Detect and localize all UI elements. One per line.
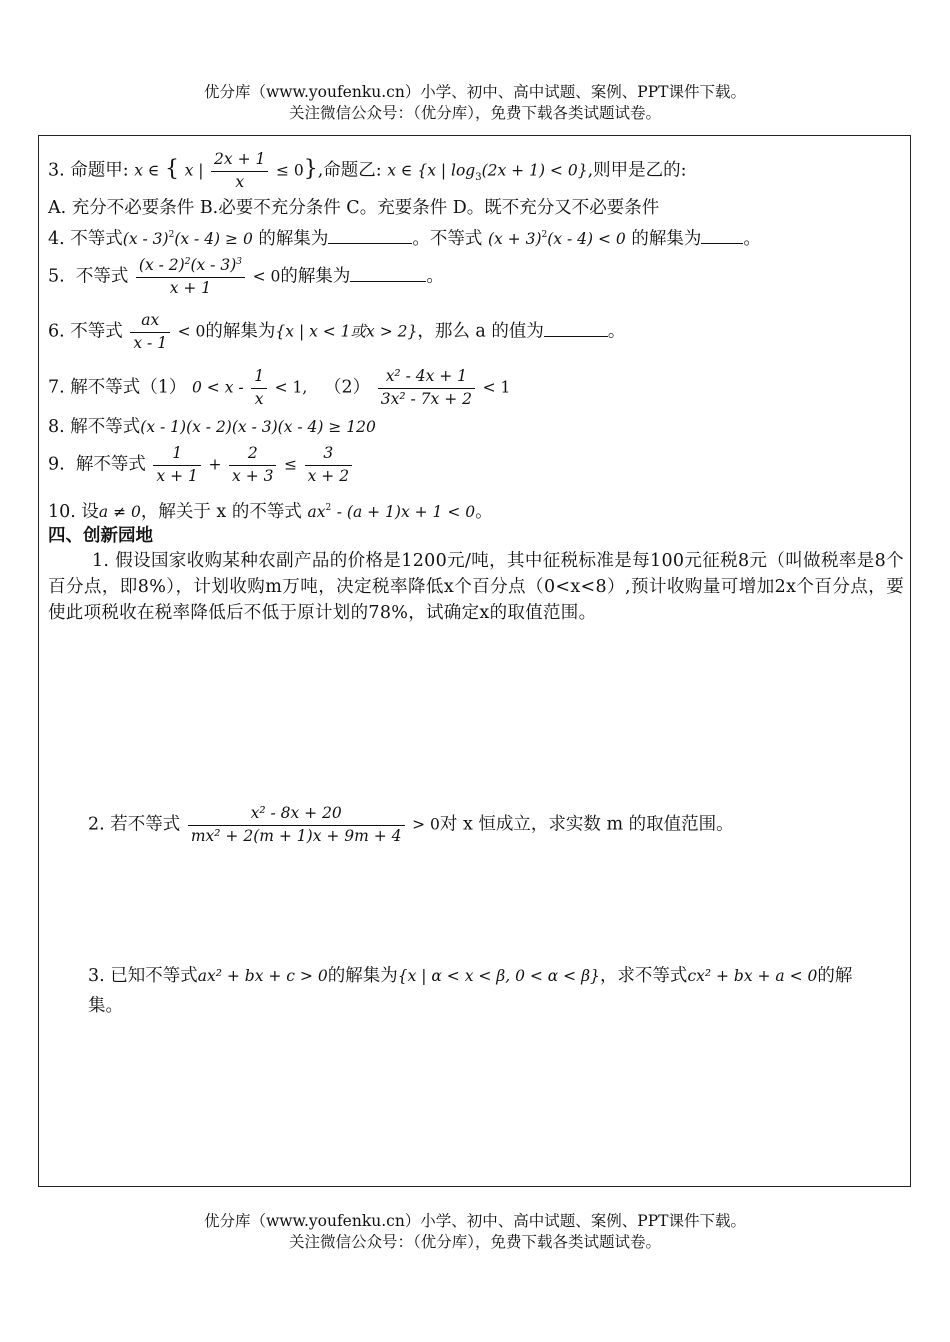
q5-fraction: $\frac{(x - 2)^2(x - 3)^3}{x + 1}$ bbox=[136, 258, 245, 296]
question-5: 5. 不等式 $\frac{(x - 2)^2(x - 3)^3}{x + 1}$ < 0的解集为 。 bbox=[48, 256, 444, 297]
q7-fraction-1: $\frac{1}{x}$ bbox=[251, 369, 267, 407]
q3-fraction: $\frac{2x + 1}{x}$ bbox=[211, 152, 268, 190]
header-line-2: 关注微信公众号：（优分库），免费下载各类试题试卷。 bbox=[288, 104, 661, 122]
footer-line-2: 关注微信公众号：（优分库），免费下载各类试题试卷。 bbox=[288, 1233, 661, 1251]
page-footer bbox=[0, 1211, 950, 1253]
question-3 bbox=[48, 152, 687, 190]
question-9: 9. 解不等式 $\frac{1}{x + 1}$ + $\frac{2}{x + 3}$ ≤ $\frac{3}{x + 2}$ bbox=[48, 446, 354, 484]
footer-line-1: 优分库（www.youfenku.cn）小学、初中、高中试题、案例、PPT课件下载。 bbox=[203, 1212, 747, 1230]
q3-log-base: 3 bbox=[475, 172, 482, 183]
q9-fraction-3: $\frac{3}{x + 2}$ bbox=[305, 446, 352, 484]
section-4-problem-3: 3. 已知不等式ax² + bx + c > 0的解集为{x | α < x < β, 0 < α < β}，求不等式cx² + bx + a < 0的解 bbox=[88, 966, 853, 986]
q9-fraction-2: $\frac{2}{x + 3}$ bbox=[229, 446, 276, 484]
question-6: 6. 不等式 $\frac{ax}{x - 1}$ < 0的解集为{x | x < 1或x > 2}，那么 a 的值为 。 bbox=[48, 311, 626, 352]
q5-answer-blank[interactable] bbox=[350, 265, 426, 282]
q4-answer-blank-1[interactable] bbox=[328, 227, 412, 244]
question-10: 10. 设a ≠ 0，解关于 x 的不等式 $ax^2 - (a + 1)x + 1 < 0$。 bbox=[48, 501, 493, 522]
section-4-problem-2: 2. 若不等式 $\frac{\text{x² - 8x + 20}}{\text{mx² + 2(m + 1)x + 9m + 4}}$ > 0对 x 恒成立，求实数 m 的取值范围。 bbox=[88, 804, 734, 845]
section-4-problem-1: 1. 假设国家收购某种农副产品的价格是1200元/吨，其中征税标准是每100元征税8元（叫做税率是8个百分点，即8%），计划收购m万吨，决定税率降低x个百分点（0<x<8）,预计收购量可增加2x个百分点，要使此项税收在税率降低后不低于原计划的78%，试确定x的取值范围。 bbox=[48, 551, 904, 623]
section-4-title: 四、创新园地 bbox=[48, 525, 153, 545]
q7-fraction-2: $\frac{\text{x² - 4x + 1}}{\text{3x² - 7x + 2}}$ bbox=[378, 369, 475, 407]
q6-answer-blank[interactable] bbox=[544, 320, 608, 337]
p2-fraction: $\frac{\text{x² - 8x + 20}}{\text{mx² + 2(m + 1)x + 9m + 4}}$ bbox=[188, 806, 405, 844]
q4-answer-blank-2[interactable] bbox=[701, 227, 743, 244]
q9-fraction-1: $\frac{1}{x + 1}$ bbox=[153, 446, 200, 484]
question-7: 7. 解不等式（1） 0 < x - $\frac{1}{x}$ < 1, （2） $\frac{\text{x² - 4x + 1}}{\text{3x² - 7x + 2}}$ < 1 bbox=[48, 367, 511, 408]
q3-options: A. 充分不必要条件 B.必要不充分条件 C。充要条件 D。既不充分又不必要条件 bbox=[48, 198, 660, 218]
q6-fraction: $\frac{ax}{x - 1}$ bbox=[130, 313, 170, 351]
page-header bbox=[0, 82, 950, 124]
question-4: 4. 不等式(x - 3)$^2$(x - 4) ≥ 0 的解集为 。不等式 $(x + 3)^2(x - 4) < 0$ 的解集为 。 bbox=[48, 228, 761, 249]
q3-tail: ,则甲是乙的: bbox=[587, 160, 687, 181]
q3-brace-right: } bbox=[303, 156, 318, 182]
question-8: 8. 解不等式(x - 1)(x - 2)(x - 3)(x - 4) ≥ 120 bbox=[48, 417, 376, 437]
q3-set-b: x ∈ {x | log bbox=[387, 161, 476, 180]
q3-mid: ,命题乙: bbox=[317, 160, 382, 181]
q3-set-a-rel: ≤ 0 bbox=[275, 161, 304, 180]
q3-set-a-pre: x ∈ bbox=[134, 161, 160, 180]
q3-brace-left: { bbox=[165, 156, 179, 182]
q3-set-b-rest: (2x + 1) < 0} bbox=[481, 161, 588, 180]
section-4-problem-3-cont: 集。 bbox=[88, 996, 123, 1016]
q3-lead: 命题甲: bbox=[70, 160, 129, 181]
q3-set-a-var: x | bbox=[184, 161, 204, 180]
q3-number: 3. bbox=[48, 160, 65, 181]
header-line-1: 优分库（www.youfenku.cn）小学、初中、高中试题、案例、PPT课件下载。 bbox=[203, 83, 747, 101]
